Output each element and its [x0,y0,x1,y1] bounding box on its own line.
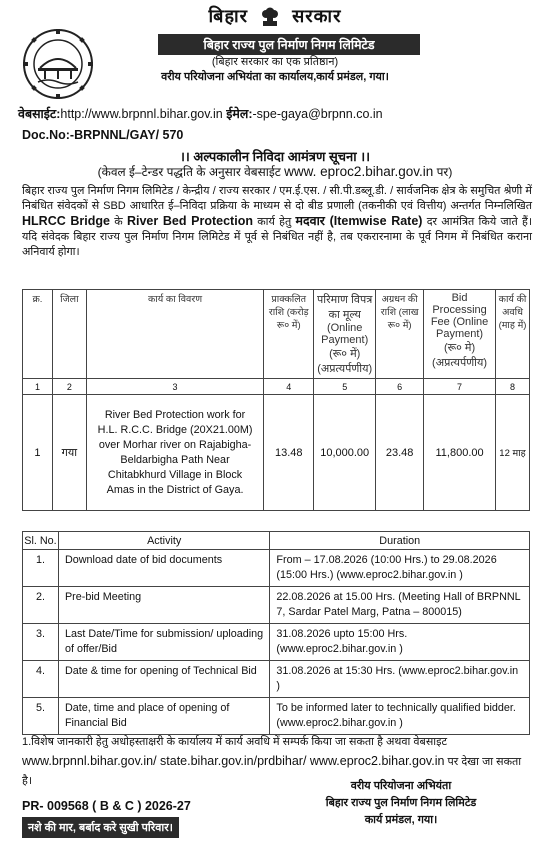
col-header: कार्य की अवधि (माह में) [496,290,530,379]
col-header: कार्य का विवरण [86,290,263,379]
signature-block [276,778,526,829]
table-row [23,624,530,661]
sign-division: कार्य प्रमंडल, गया। [364,814,438,826]
schedule-activity: Date, time and place of opening of Financial Bid [58,698,269,735]
schedule-duration: To be informed later to technically qualified bidder. (www.eproc2.bihar.gov.in ) [270,698,530,735]
schedule-sl: 3. [23,624,59,661]
col-header: क्र. [23,290,53,379]
work-bill-cost: 10,000.00 [314,395,376,511]
work-table-header [23,290,530,379]
schedule-duration: 31.08.2026 upto 15:00 Hrs. (www.eproc2.bihar.gov.in ) [270,624,530,661]
sign-designation: वरीय परियोजना अभियंता [350,780,452,792]
schedule-sl: 1. [23,550,59,587]
table-row [23,698,530,735]
slogan-banner: नशे की मार, बर्बाद करे सुखी परिवार। [22,817,179,838]
note-urls[interactable]: www.brpnnl.bihar.gov.in/ state.bihar.gov.in/prdbihar/ www.eproc2.bihar.gov.in [22,754,445,768]
schedule-activity: Download date of bid documents [58,550,269,587]
para-text-4: दर आमंत्रित किये जाते हैं। यदि संवेदक बिहार राज्य पुल निर्माण निगम लिमिटेड में पूर्व से निबंधित नहीं है, तब एकरारनामा के पूर्व निगम में निबंधित कराना अनिवार्य होगा। [22,216,532,258]
work-description: River Bed Protection work for H.L. R.C.C. Bridge (20X21.00M) over Morhar river on Rajabigha-Beldarbigha Path Near Chitabkhurd Village in Block Amas in the District of Gaya. [86,395,263,511]
work-estimated-cost: 13.48 [264,395,314,511]
table-row [23,550,530,587]
schedule-duration: 22.08.2026 at 15.00 Hrs. (Meeting Hall of BRPNNL 7, Sardar Patel Marg, Patna – 800015) [270,587,530,624]
ashoka-emblem-icon [260,5,280,27]
schedule-sl: 2. [23,587,59,624]
column-number-row [23,379,530,395]
work-processing-fee: 11,800.00 [424,395,496,511]
office-name: वरीय परियोजना अभियंता का कार्यालय,कार्य प्रमंडल, गया। [161,71,389,83]
note-text-pre: 1.विशेष जानकारी हेतु अधोहस्ताक्षरी के कार्यालय में कार्य अवधि में सम्पर्क किया जा सकता है अथवा वेबसाइट [22,736,448,748]
govt-title [0,4,550,28]
para-text-2: के [114,216,123,228]
notice-title: ।। अल्पकालीन निविदा आमंत्रण सूचना ।। [179,149,371,164]
col-number: 5 [314,379,376,395]
para-bold-3: मदवार (Itemwise Rate) [295,214,423,228]
schedule-sl: 5. [23,698,59,735]
pr-number: PR- 009568 ( B & C ) 2026-27 [22,799,191,813]
govt-title-left: बिहार [208,6,249,26]
table-row [23,395,530,511]
schedule-table [22,531,530,735]
col-number: 6 [376,379,424,395]
notice-sub-post: पर) [436,165,453,179]
work-duration: 12 माह [496,395,530,511]
header [0,0,550,100]
notice-sub-pre: (केवल ई–टेन्डर पद्धति के अनुसार वेबसाईट [97,165,281,179]
org-name: बिहार राज्य पुल निर्माण निगम लिमिटेड [158,34,420,55]
col-header: Sl. No. [23,532,59,550]
sign-org: बिहार राज्य पुल निर्माण निगम लिमिटेड [325,797,477,809]
col-header: Bid Processing Fee (Online Payment) (रू० मे) (अप्रत्यर्पणीय) [424,290,496,379]
col-header: अग्रधन की राशि (लाख रू० में) [376,290,424,379]
col-header: परिमाण विपत्र का मूल्य (Online Payment) (रू० में) (अप्रत्यर्पणीय) [314,290,376,379]
work-earnest-money: 23.48 [376,395,424,511]
para-bold-2: River Bed Protection [126,214,253,228]
table-row [23,587,530,624]
website-line [18,105,538,122]
schedule-activity: Last Date/Time for submission/ uploading of offer/Bid [58,624,269,661]
notice-subtitle [0,163,550,180]
para-bold-1: HLRCC Bridge [22,214,110,228]
col-number: 1 [23,379,53,395]
col-header: जिला [52,290,86,379]
notice-sub-url[interactable]: www. eproc2.bihar.gov.in [284,164,434,179]
col-header: प्राक्कलित राशि (करोड़ रू० में) [264,290,314,379]
table-row [23,661,530,698]
work-district: गया [52,395,86,511]
schedule-activity: Pre-bid Meeting [58,587,269,624]
email-label: ईमेल: [226,107,253,121]
col-header: Activity [58,532,269,550]
note-text-post: पर देखा जा सकता है। [22,756,522,787]
schedule-duration: From – 17.08.2026 (10:00 Hrs.) to 29.08.2026 (15:00 Hrs.) (www.eproc2.bihar.gov.in ) [270,550,530,587]
col-number: 2 [52,379,86,395]
website-label: वेबसाईट: [18,107,61,121]
schedule-header [23,532,530,550]
col-number: 7 [424,379,496,395]
email-address[interactable]: -spe-gaya@brpnn.co.in [252,107,383,121]
notice-paragraph [22,184,532,260]
para-text-1: बिहार राज्य पुल निर्माण निगम लिमिटेड / केन्द्रीय / राज्य सरकार / एम.ई.एस. / सी.पी.डब्लू.डी. / सार्वजनिक क्षेत्र के समुचित श्रेणी में निबंधित संवेदकों से SBD आधारित ई–निविदा प्रक्रिया के माध्यम से दो बीड प्रणाली (तकनीकी एवं वित्तीय) अन्तर्गत निम्नलिखित [22,185,532,212]
col-header: Duration [270,532,530,550]
org-subtitle: (बिहार सरकार का एक प्रतिष्ठान) [211,56,339,68]
govt-title-right: सरकार [292,6,342,26]
work-table [22,289,530,511]
para-text-3: कार्य हेतु [257,216,292,228]
schedule-duration: 31.08.2026 at 15:30 Hrs. (www.eproc2.bihar.gov.in ) [270,661,530,698]
doc-number: Doc.No:-BRPNNL/GAY/ 570 [22,128,184,142]
website-url[interactable]: http://www.brpnnl.bihar.gov.in [60,107,223,121]
work-sl: 1 [23,395,53,511]
schedule-activity: Date & time for opening of Technical Bid [58,661,269,698]
col-number: 8 [496,379,530,395]
col-number: 3 [86,379,263,395]
col-number: 4 [264,379,314,395]
schedule-sl: 4. [23,661,59,698]
